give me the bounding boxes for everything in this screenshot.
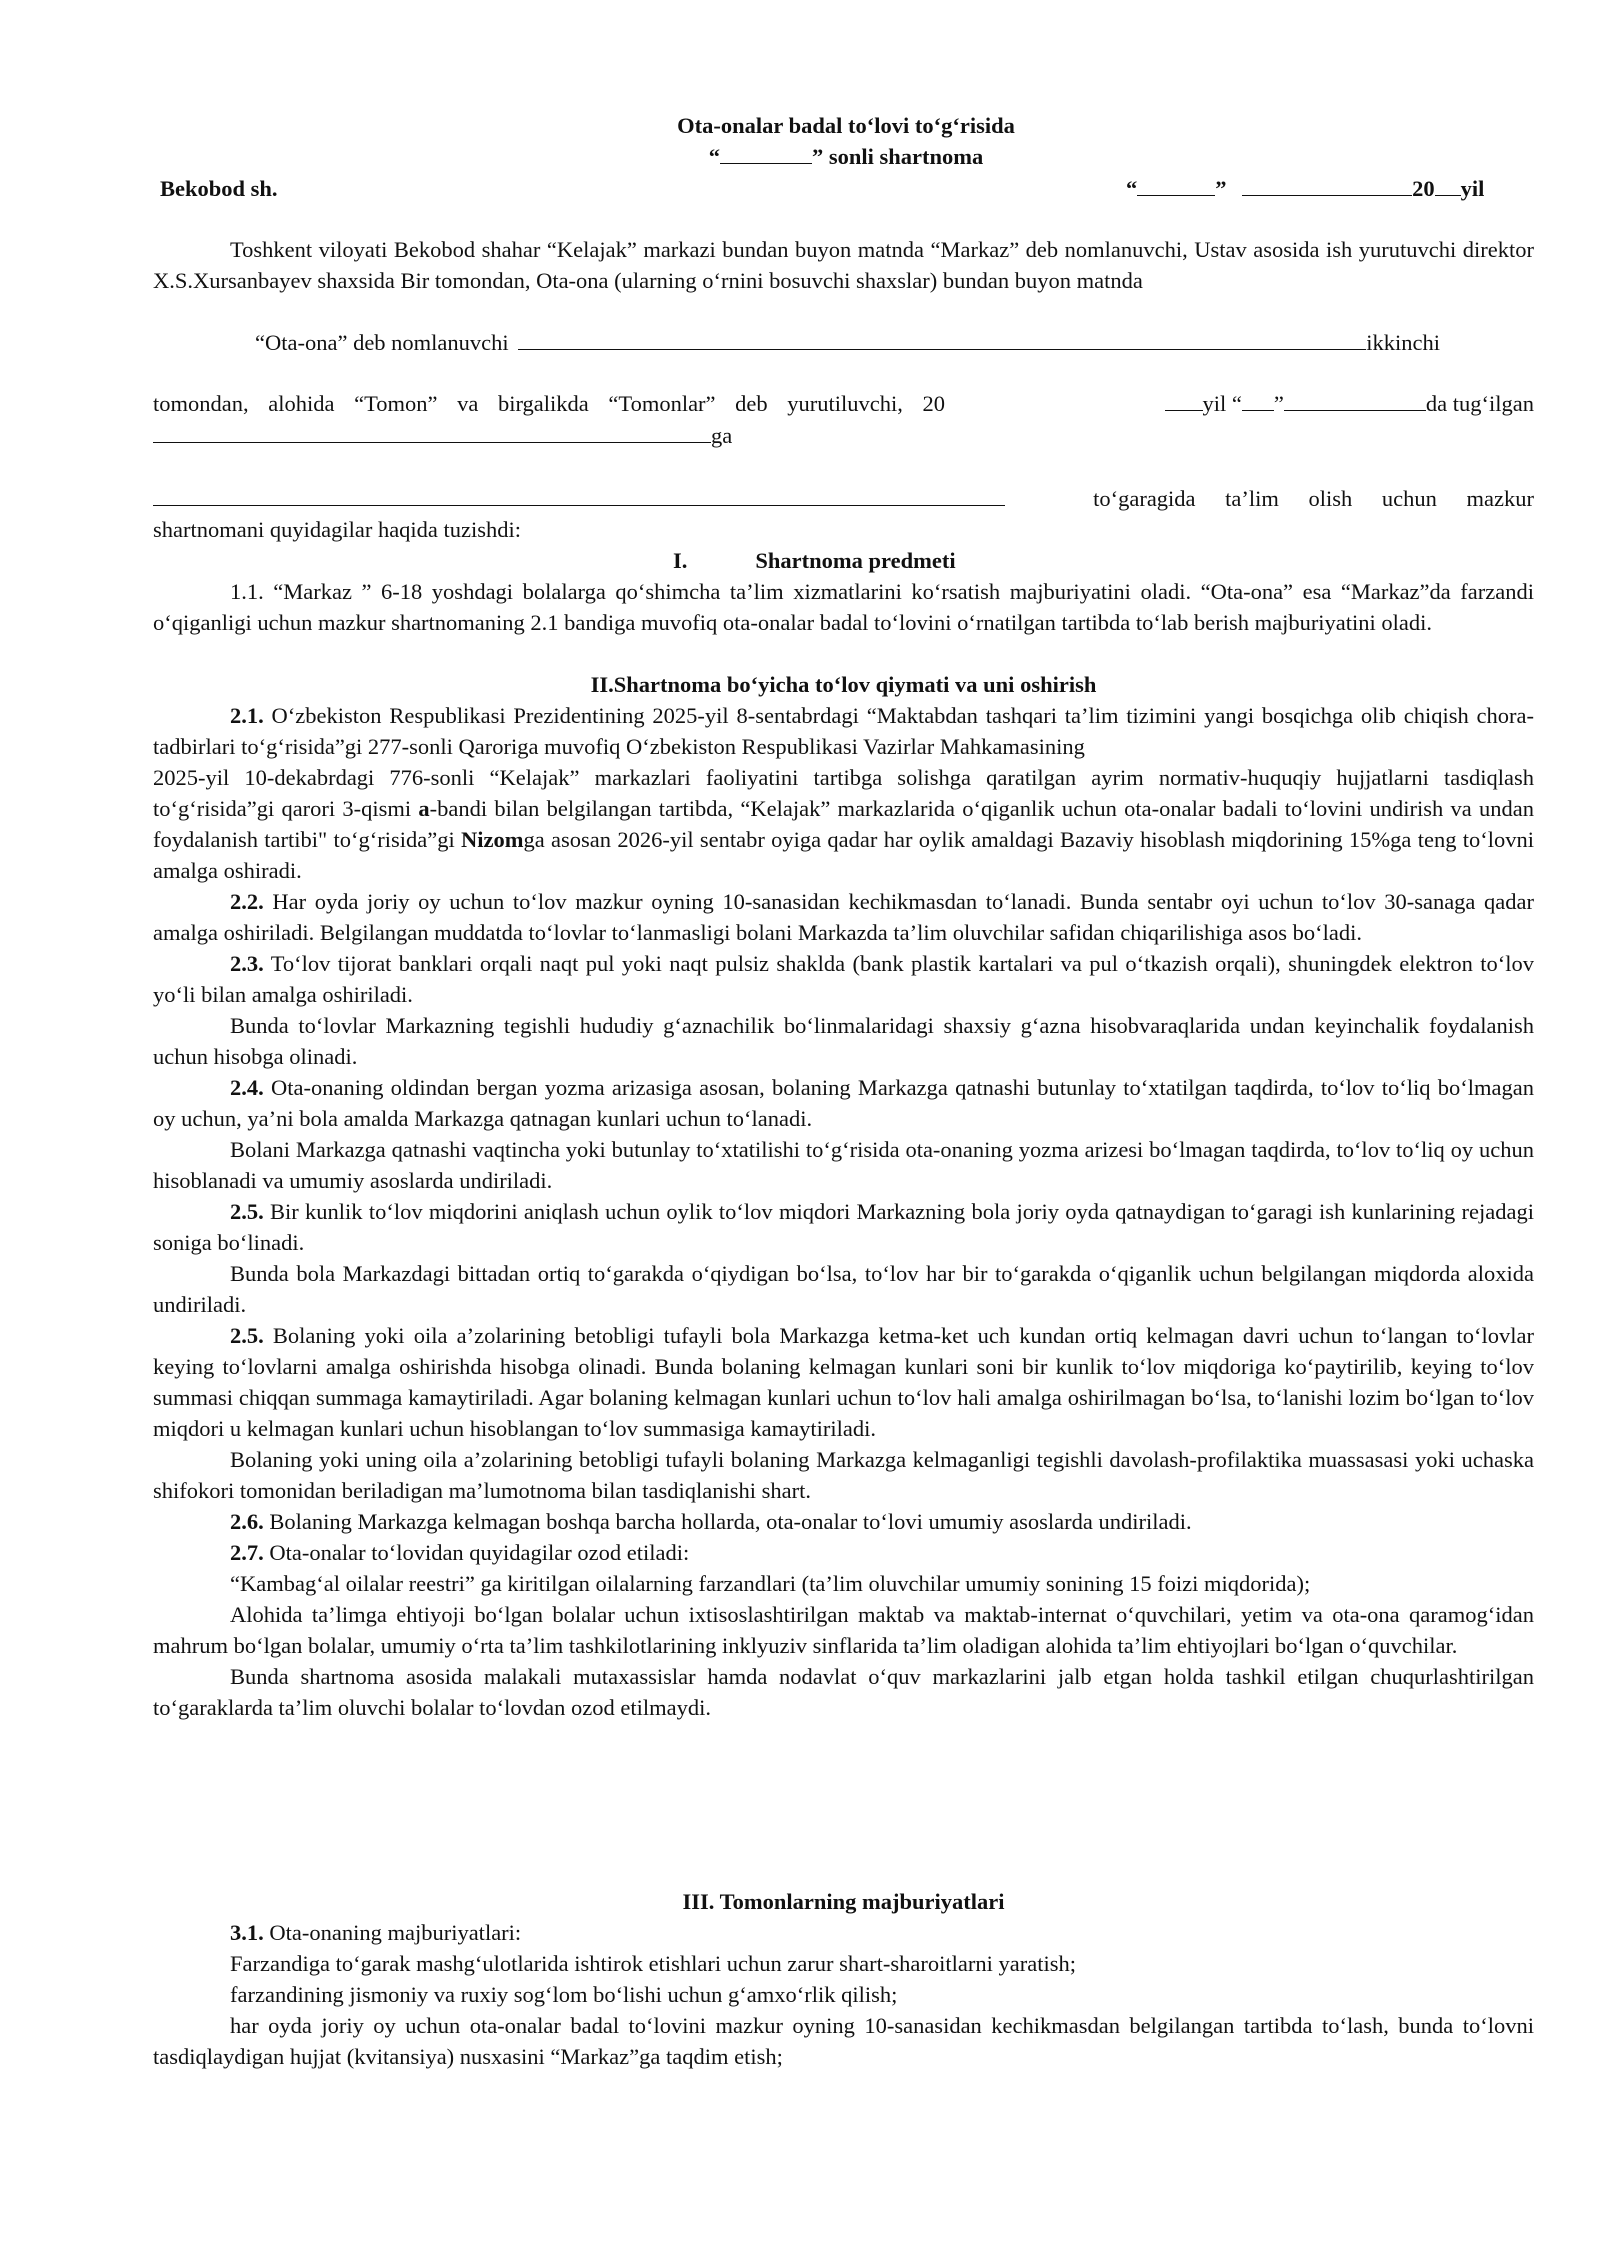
contract-number-blank	[720, 141, 812, 164]
clause-2-4: 2.4. Ota-onaning oldindan bergan yozma arizasiga asosan, bolaning Markazga qatnashi butunlay to‘xtatilgan taqdirda, to‘lov to‘liq bo‘lmagan oy uchun, ya’ni bola amalda Markazga qatnagan kunlari uchun to‘lanadi.	[153, 1075, 1534, 1131]
ota-ona-line: “Ota-ona” deb nomlanuvchi ikkinchi	[255, 327, 1440, 358]
document-title: Ota-onalar badal to‘lovi to‘g‘risida	[677, 113, 1015, 138]
clause-2-2: 2.2. Har oyda joriy oy uchun to‘lov mazkur oyning 10-sanasidan kechikmasdan to‘lanadi. Bunda sentabr oyi uchun to‘lov 30-sanaga qadar amalga oshiriladi. Belgilangan muddatda to‘lovlar to‘lanmasligi bolani Markazda ta’lim oluvchilar safidan chiqarilishiga asos bo‘ladi.	[153, 889, 1534, 945]
clause-3-1c: har oyda joriy oy uchun ota-onalar badal to‘lovini mazkur oyning 10-sanasidan kechikmasdan belgilangan tartibda to‘lash, bunda to‘lovni tasdiqlaydigan hujjat (kvitansiya) nusxasini “Markaz”ga taqdim etish;	[153, 2013, 1534, 2069]
day-blank	[1137, 173, 1215, 196]
clause-3-1b: farzandining jismoniy va ruxiy sog‘lom bo‘lishi uchun g‘amxo‘rlik qilish;	[230, 1982, 898, 2007]
clause-2-1a: 2.1. O‘zbekiston Respublikasi Prezidentining 2025-yil 8-sentabrdagi “Maktabdan tashqari ta’lim tizimini yangi bosqichga olib chiqish chora-tadbirlari to‘g‘risida”gi 277-sonli Qaroriga muvofiq O‘zbekiston Respublikasi Vazirlar Mahkamasining	[153, 703, 1534, 759]
section-2-body	[153, 700, 1534, 1723]
clause-3-1: 3.1. Ota-onaning majburiyatlari:	[230, 1920, 522, 1945]
parent-name-blank	[518, 327, 1366, 350]
clause-2-5b-b: Bolaning yoki uning oila a’zolarining betobligi tufayli bolaning Markazga kelmaganligi tegishli davolash-profilaktika muassasasi yoki uchaska shifokori tomonidan beriladigan ma’lumotnoma bilan tasdiqlanishi shart.	[153, 1447, 1534, 1503]
clause-2-5b: 2.5. Bolaning yoki oila a’zolarining betobligi tufayli bola Markazga ketma-ket uch kundan ortiq kelmagan davri uchun to‘langan to‘lovlar keying to‘lovlarni amalga oshirishda hisobga olinadi. Bunda bolaning kelmagan kunlari soni bir kunlik to‘lov miqdoriga ko‘paytirilib, keying to‘lov summasi chiqqan summaga kamaytiriladi. Agar bolaning kelmagan kunlari uchun to‘lov hali amalga oshirilmagan bo‘lsa, to‘lanishi lozim bo‘lgan to‘lov miqdori u kelmagan kunlari uchun hisoblangan to‘lov summasiga kamaytiriladi.	[153, 1323, 1534, 1441]
tomondan-line: tomondan, alohida “Tomon” va birgalikda “Tomonlar” deb yurutiluvchi, 20 yil “ ” da tug‘ilgan	[153, 388, 1534, 419]
clause-2-7c: Alohida ta’limga ehtiyoji bo‘lgan bolalar uchun ixtisoslashtirilgan maktab va maktab-internat o‘quvchilari, yetim va ota-ona qaramog‘idan mahrum bo‘lgan bolalar, umumiy o‘rta ta’lim tashkilotlarining inklyuziv sinflarida ta’lim oladigan alohida ta’lim ehtiyojlari bo‘lgan o‘quvchilar.	[153, 1602, 1534, 1658]
month-blank	[1242, 173, 1412, 196]
child-name-blank	[153, 420, 711, 443]
city-label: Bekobod sh.	[160, 176, 278, 201]
date-line: “ ” 20 yil	[1126, 173, 1484, 204]
shartnomani-line: shartnomani quyidagilar haqida tuzishdi:	[153, 517, 522, 542]
child-name-line: ga	[153, 420, 732, 451]
togarak-line: to‘garagida ta’lim olish uchun mazkur	[153, 483, 1534, 514]
clause-2-7d: Bunda shartnoma asosida malakali mutaxassislar hamda nodavlat o‘quv markazlarini jalb etgan holda tashkil etilgan chuqurlashtirilgan to‘garaklarda ta’lim oluvchi bolalar to‘lovdan ozod etilmaydi.	[153, 1664, 1534, 1720]
section-1-heading: I. Shartnoma predmeti	[673, 548, 956, 573]
clause-2-7: 2.7. Ota-onalar to‘lovidan quyidagilar ozod etiladi:	[230, 1540, 690, 1565]
clause-3-1a: Farzandiga to‘garak mashg‘ulotlarida ishtirok etishlari uchun zarur shart-sharoitlarni yaratish;	[230, 1951, 1076, 1976]
clause-2-5a: 2.5. Bir kunlik to‘lov miqdorini aniqlash uchun oylik to‘lov miqdori Markazning bola joriy oyda qatnaydigan to‘garagi ish kunlarining rejadagi soniga bo‘linadi.	[153, 1199, 1534, 1255]
section-2-heading: II.Shartnoma bo‘yicha to‘lov qiymati va uni oshirish	[590, 672, 1097, 697]
clause-2-3: 2.3. To‘lov tijorat banklari orqali naqt pul yoki naqt pulsiz shaklda (bank plastik kartalari va pul o‘tkazish orqali), shuningdek elektron to‘lov yo‘li bilan amalga oshiriladi.	[153, 951, 1534, 1007]
section-1-text: 1.1. “Markaz ” 6-18 yoshdagi bolalarga qo‘shimcha ta’lim xizmatlarini ko‘rsatish majburiyatini oladi. “Ota-ona” esa “Markaz”da farzandi o‘qiganligi uchun mazkur shartnomaning 2.1 bandiga muvofiq ota-onalar badal to‘lovini o‘rnatilgan tartibda to‘lab berish majburiyatini oladi.	[153, 579, 1534, 635]
year-blank	[1435, 173, 1461, 196]
clause-2-6: 2.6. Bolaning Markazga kelmagan boshqa barcha hollarda, ota-onalar to‘lovi umumiy asoslarda undiriladi.	[230, 1509, 1192, 1534]
birth-day-blank	[1242, 388, 1274, 411]
intro-paragraph: Toshkent viloyati Bekobod shahar “Kelajak” markazi bundan buyon matnda “Markaz” deb nomlanuvchi, Ustav asosida ish yurutuvchi direktor X.S.Xursanbayev shaxsida Bir tomondan, Ota-ona (ularning o‘rnini bosuvchi shaxslar) bundan buyon matnda	[153, 237, 1534, 293]
club-name-blank	[153, 483, 1005, 506]
clause-2-1b: 2025-yil 10-dekabrdagi 776-sonli “Kelajak” markazlari faoliyatini tartibga solishga qaratilgan ayrim normativ-huquqiy hujjatlarni tasdiqlash to‘g‘risida”gi qarori 3-qismi a-bandi bilan belgilangan tartibda, “Kelajak” markazlarida o‘qiganlik uchun ota-onalar badali to‘lovini undirish va undan foydalanish tartibi" to‘g‘risida”gi Nizomga asosan 2026-yil sentabr oyiga qadar har oylik amaldagi Bazaviy hisoblash miqdorining 15%ga teng to‘lovni amalga oshiradi.	[153, 765, 1534, 883]
document-subtitle: “ ” sonli shartnoma	[0, 141, 1600, 172]
clause-2-4b: Bolani Markazga qatnashi vaqtincha yoki butunlay to‘xtatilishi to‘g‘risida ota-onaning yozma arizesi bo‘lmagan taqdirda, to‘lov to‘liq oy uchun hisoblanadi va umumiy asoslarda undiriladi.	[153, 1137, 1534, 1193]
clause-2-3b: Bunda to‘lovlar Markazning tegishli hududiy g‘aznachilik bo‘linmalaridagi shaxsiy g‘azna hisobvaraqlarida undan keyinchalik foydalanish uchun hisobga olinadi.	[153, 1013, 1534, 1069]
birth-month-blank	[1284, 388, 1426, 411]
section-3-body	[153, 1917, 1534, 2072]
section-3-heading: III. Tomonlarning majburiyatlari	[682, 1889, 1005, 1914]
clause-2-7b: “Kambag‘al oilalar reestri” ga kiritilgan oilalarning farzandlari (ta’lim oluvchilar umumiy sonining 15 foizi miqdorida);	[230, 1571, 1311, 1596]
clause-2-5a-b: Bunda bola Markazdagi bittadan ortiq to‘garakda o‘qiydigan bo‘lsa, to‘lov har bir to‘garakda o‘qiganlik uchun belgilangan miqdorda aloxida undiriladi.	[153, 1261, 1534, 1317]
birth-year-blank	[1165, 388, 1203, 411]
